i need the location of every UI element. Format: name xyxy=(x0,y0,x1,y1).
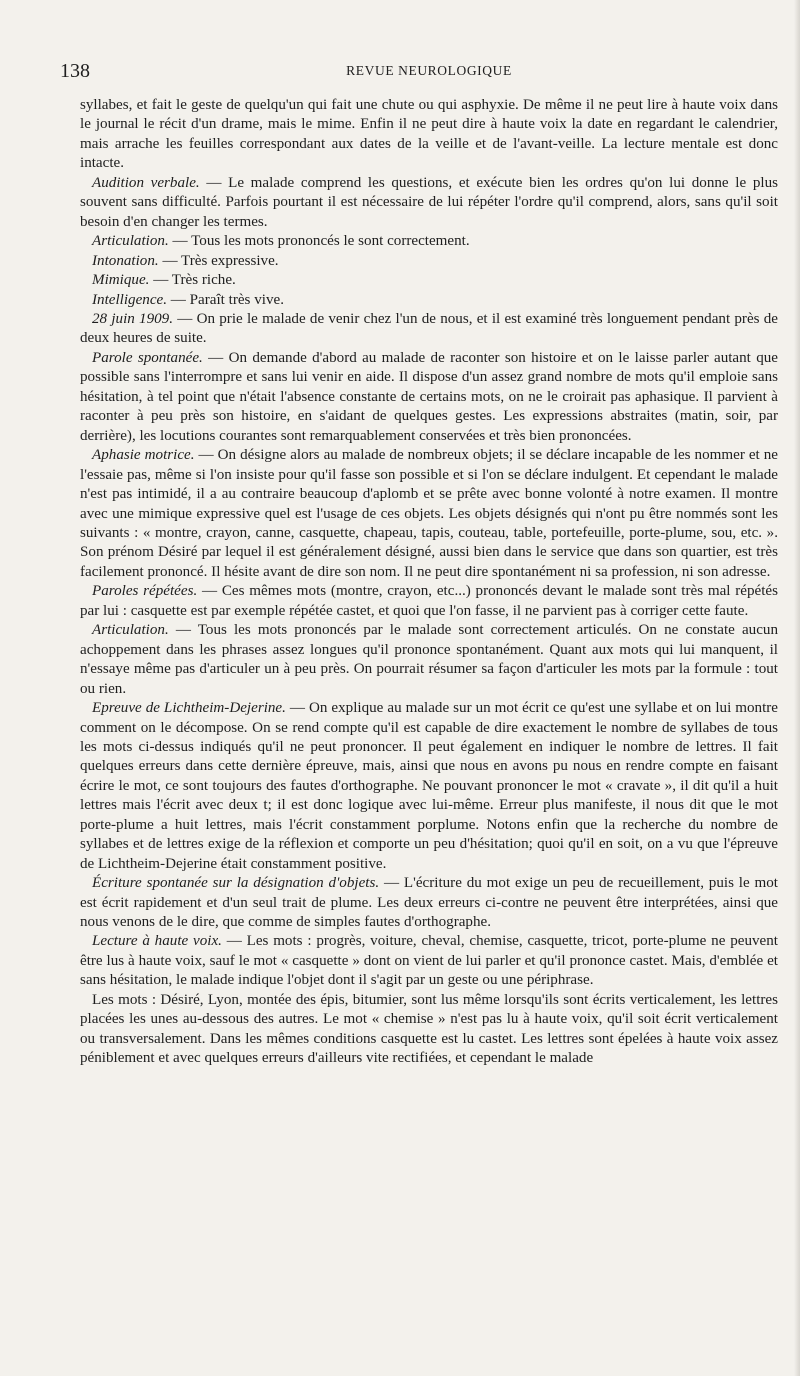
paragraph-heading: Parole spontanée. xyxy=(92,349,203,366)
paragraph-text: syllabes, et fait le geste de quelqu'un qui fait une chute ou qui asphyxie. De même il ne peut lire à haute voix dans le journal le récit d'un drame, mais le mime. Enfin il ne peut dire à haute voix la date en regardant le calendrier, mais arrache les feuilles correspondant aux dates de la veille et de l'avant-veille. La lecture mentale est donc intacte. xyxy=(80,97,778,172)
paragraph xyxy=(80,96,778,174)
page-number: 138 xyxy=(60,60,90,82)
paragraph xyxy=(80,446,778,582)
paragraph-text: — On désigne alors au malade de nombreux objets; il se déclare incapable de les nommer et ne l'essaie pas, même si l'on insiste pour qu'il fasse son possible et si l'on se déclare indulgent. Et cependant le malade n'est pas intimidé, il a au contraire beaucoup d'aplomb et se prête avec bonne volonté à notre examen. Il montre avec une mimique expressive quel est l'usage de ces objets. Les objets désignés qui n'ont pu être nommés sont les suivants : « montre, crayon, canne, casquette, chapeau, tapis, couteau, table, portefeuille, porte-plume, sou, etc. ». Son prénom Désiré par lequel il est généralement désigné, aussi bien dans le service que dans son quartier, est très facilement prononcé. Il hésite avant de dire son nom. Il ne peut dire spontanément ni sa profession, ni son adresse. xyxy=(80,447,779,580)
paragraph-text: — On prie le malade de venir chez l'un de nous, et il est examiné très longuement pendant près de deux heures de suite. xyxy=(80,310,778,347)
paragraph-text: Les mots : Désiré, Lyon, montée des épis, bitumier, sont lus même lorsqu'ils sont écrits verticalement, les lettres placées les unes au-dessous des autres. Le mot « chemise » n'est pas lu à haute voix, qu'il soit écrit verticalement ou transversalement. Dans les mêmes conditions casquette est lu castet. Les lettres sont épelées à haute voix assez péniblement et avec quelques erreurs d'ailleurs vite rectifiées, et cependant le malade xyxy=(80,991,778,1067)
paragraph xyxy=(80,991,778,1069)
paragraph-text: — Les mots : progrès, voiture, cheval, chemise, casquette, tricot, porte-plume ne peuvent être lus à haute voix, sauf le mot « casquette » dont on vient de lui parler et qu'il prononce castet. Mais, d'emblée et sans hésitation, le malade indique l'objet dont il s'agit par un geste ou une périphrase. xyxy=(80,933,778,989)
paragraph xyxy=(80,621,778,699)
paragraph xyxy=(80,310,778,349)
paragraph xyxy=(80,874,778,932)
paragraph-heading: Lecture à haute voix. xyxy=(92,933,222,950)
body-text xyxy=(80,96,778,1069)
paragraph-text: — Ces mêmes mots (montre, crayon, etc...) prononcés devant le malade sont très mal répétés par lui : casquette est par exemple répétée castet, et quoi que l'on fasse, il ne parvient pas à corriger cette faute. xyxy=(80,583,778,619)
paragraph-text: — Très riche. xyxy=(149,272,236,289)
paragraph xyxy=(80,349,778,446)
paragraph-text: — Paraît très vive. xyxy=(167,291,284,308)
paragraph-text: — Le malade comprend les questions, et exécute bien les ordres qu'on lui donne le plus souvent sans difficulté. Parfois pourtant il est nécessaire de lui répéter l'ordre qu'il comprend, alors, sans qu'il soit besoin d'en changer les termes. xyxy=(80,174,778,230)
paragraph-text: — Tous les mots prononcés par le malade sont correctement articulés. On ne constate aucun achoppement dans les phrases assez longues qu'il prononce spontanément. Quant aux mots qui lui manquent, il n'essaye même pas d'articuler un à peu près. On pourrait résumer sa façon d'articuler les mots par la formule : tout ou rien. xyxy=(80,622,778,697)
paragraph-heading: Intelligence. xyxy=(92,291,168,308)
paragraph xyxy=(80,932,778,990)
paragraph xyxy=(80,232,778,251)
page-header xyxy=(60,60,778,84)
paragraph xyxy=(80,291,778,310)
paragraph xyxy=(80,252,778,271)
paragraph xyxy=(80,699,778,874)
running-head: REVUE NEUROLOGIQUE xyxy=(346,63,512,78)
paragraph-text: — Très expressive. xyxy=(158,252,279,269)
paragraph xyxy=(80,271,778,290)
paragraph-heading: Mimique. xyxy=(92,272,150,289)
paragraph-heading: Articulation. xyxy=(92,233,169,250)
paragraph-heading: Paroles répétées. xyxy=(92,583,198,600)
paragraph-heading: 28 juin 1909. xyxy=(92,310,174,327)
paragraph-heading: Intonation. xyxy=(92,252,159,269)
page-edge xyxy=(794,0,800,1376)
paragraph-text: — L'écriture du mot exige un peu de recueillement, puis le mot est écrit rapidement et d'un seul trait de plume. Les deux erreurs ci-contre ne peuvent être interprétées, ainsi que nous venons de le dire, que comme de simples fautes d'orthographe. xyxy=(80,875,778,931)
paragraph xyxy=(80,582,778,621)
paragraph-heading: Audition verbale. xyxy=(92,174,200,191)
paragraph-text: — On demande d'abord au malade de raconter son histoire et on le laisse parler autant que possible sans l'interrompre et sans lui venir en aide. Il dispose d'un assez grand nombre de mots qu'il emploie sans hésitation, à tel point que n'était l'absence constante de certains mots, on ne le croirait pas aphasique. Il parvient à raconter à peu près son histoire, en s'aidant de quelques gestes. Les expressions abstraites (matin, soir, par derrière), les locutions courantes sont remarquablement conservées et très bien prononcées. xyxy=(80,349,778,444)
paragraph-heading: Epreuve de Lichtheim-Dejerine. xyxy=(92,700,286,717)
paragraph-heading: Articulation. xyxy=(92,622,169,639)
paragraph-heading: Aphasie motrice. xyxy=(92,447,195,464)
paragraph-heading: Écriture spontanée sur la désignation d'objets. xyxy=(92,875,380,892)
paragraph-text: — Tous les mots prononcés le sont correctement. xyxy=(168,233,470,250)
paragraph-text: — On explique au malade sur un mot écrit ce qu'est une syllabe et on lui montre comment on le décompose. On se rend compte qu'il est capable de dire exactement le nombre de syllabes de tous les mots ci-dessus indiqués qu'il ne peut prononcer. Il peut également en indiquer le nombre de lettres. Il fait quelques erreurs dans cette dernière épreuve, mais, ainsi que nous en avons pu nous en rendre compte en faisant écrire le mot, ce sont toujours des fautes d'orthographe. Ne pouvant prononcer le mot « cravate », il dit qu'il a huit lettres mais l'écrit avec deux t; il est donc logique avec lui-même. Erreur plus manifeste, il nous dit que le mot porte-plume a huit lettres, mais l'écrit constamment porplume. Notons enfin que la recherche du nombre de syllabes et de lettres exige de la réflexion et comporte un peu d'hésitation; quoi qu'il en soit, on a vu que l'épreuve de Lichtheim-Dejerine était constamment positive. xyxy=(80,700,778,872)
paragraph xyxy=(80,174,778,232)
